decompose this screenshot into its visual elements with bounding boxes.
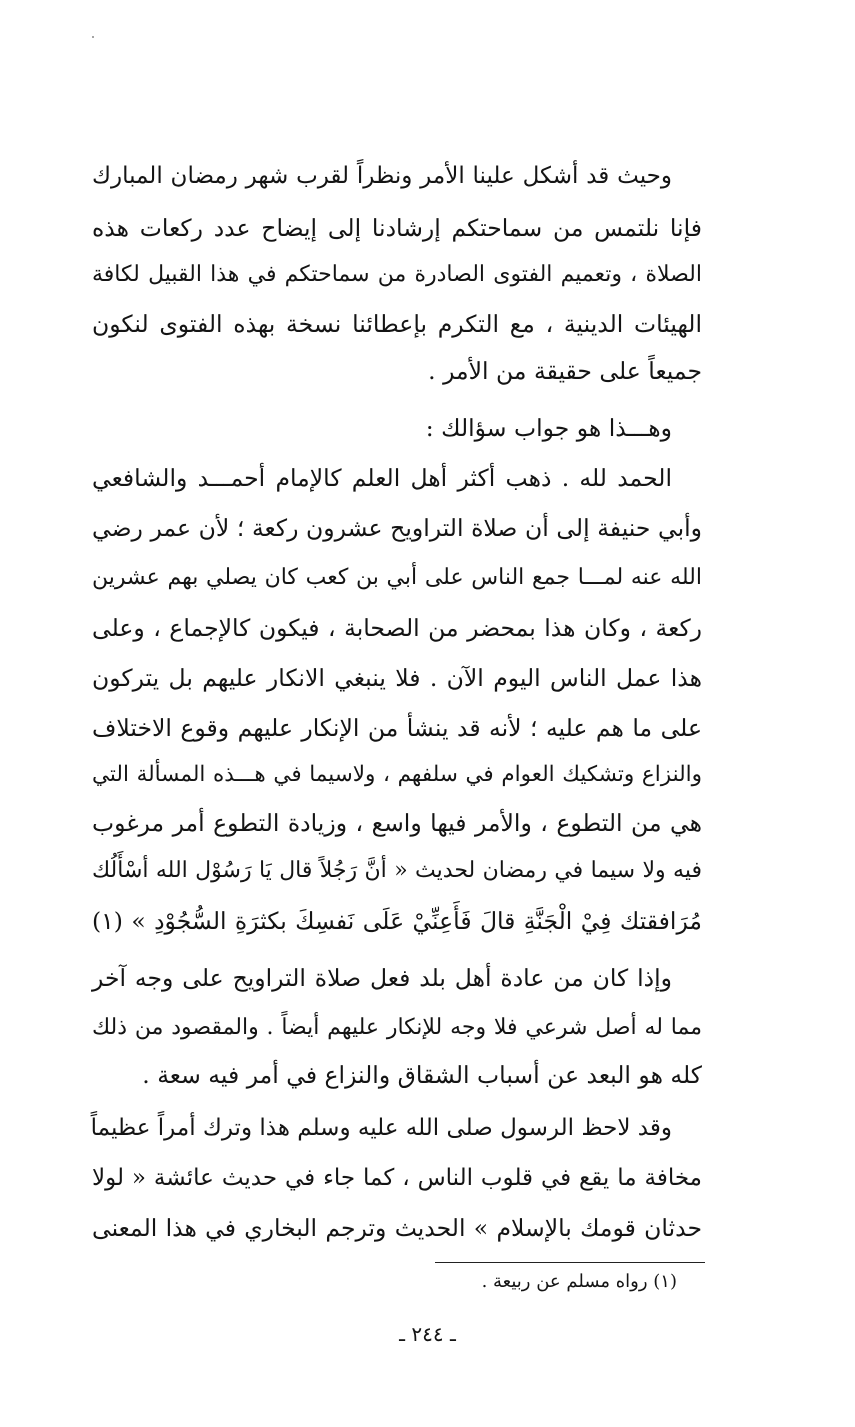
- paragraph-5-line-2: مخافة ما يقع في قلوب الناس ، كما جاء في حديث عائشة « لولا: [92, 1165, 702, 1191]
- paragraph-4-line-1: وإذا كان من عادة أهل بلد فعل صلاة التراويح على وجه آخر: [92, 964, 672, 992]
- paragraph-3-line-9: فيه ولا سيما في رمضان لحديث « أنَّ رَجُلاً قال يَا رَسُوْل الله أسْأَلُك: [92, 858, 702, 883]
- footnote: (١) رواه مسلم عن ربيعة .: [481, 1271, 677, 1292]
- paragraph-4-line-3: كله هو البعد عن أسباب الشقاق والنزاع في أمر فيه سعة .: [142, 1061, 702, 1089]
- paragraph-1-line-5: جميعاً على حقيقة من الأمر .: [428, 357, 702, 385]
- paragraph-3-line-6: على ما هم عليه ؛ لأنه قد ينشأ من الإنكار عليهم وقوع الاختلاف: [92, 714, 702, 742]
- footnote-separator: [435, 1262, 705, 1263]
- paragraph-1-line-4: الهيئات الدينية ، مع التكرم بإعطائنا نسخة بهذه الفتوى لنكون: [92, 310, 702, 338]
- page-number: ـ ٢٤٤ ـ: [399, 1322, 456, 1346]
- paragraph-1-line-1: وحيث قد أشكل علينا الأمر ونظراً لقرب شهر رمضان المبارك: [92, 163, 672, 189]
- paragraph-2-line-1: وهـــذا هو جواب سؤالك :: [425, 414, 672, 442]
- paragraph-5-line-3: حدثان قومك بالإسلام » الحديث وترجم البخاري في هذا المعنى: [92, 1214, 702, 1242]
- paragraph-3-line-3: الله عنه لمـــا جمع الناس على أبي بن كعب كان يصلي بهم عشرين: [92, 565, 702, 590]
- paragraph-3-line-10: مُرَافقتك فِيْ الْجَنَّةِ قالَ فَأَعِنِّيْ عَلَى نَفسِكَ بكثرَةِ السُّجُوْدِ » (١): [92, 907, 702, 935]
- paragraph-3-line-8: هي من التطوع ، والأمر فيها واسع ، وزيادة التطوع أمر مرغوب: [92, 809, 702, 837]
- paragraph-5-line-1: وقد لاحظ الرسول صلى الله عليه وسلم هذا وترك أمراً عظيماً: [90, 1115, 672, 1141]
- paragraph-3-line-1: الحمد لله . ذهب أكثر أهل العلم كالإمام أحمـــد والشافعي: [92, 464, 672, 492]
- paragraph-3-line-5: هذا عمل الناس اليوم الآن . فلا ينبغي الانكار عليهم بل يتركون: [92, 664, 702, 692]
- paragraph-3-line-4: ركعة ، وكان هذا بمحضر من الصحابة ، فيكون كالإجماع ، وعلى: [92, 614, 702, 642]
- paragraph-1-line-3: الصلاة ، وتعميم الفتوى الصادرة من سماحتكم في هذا القبيل لكافة: [92, 262, 702, 287]
- paragraph-1-line-2: فإنا نلتمس من سماحتكم إرشادنا إلى إيضاح عدد ركعات هذه: [92, 214, 702, 242]
- body-text: [92, 0, 702, 1260]
- paragraph-4-line-2: مما له أصل شرعي فلا وجه للإنكار عليهم أيضاً . والمقصود من ذلك: [92, 1015, 702, 1040]
- paragraph-3-line-2: وأبي حنيفة إلى أن صلاة التراويح عشرون ركعة ؛ لأن عمر رضي: [92, 514, 702, 542]
- paragraph-3-line-7: والنزاع وتشكيك العوام في سلفهم ، ولاسيما في هـــذه المسألة التي: [92, 762, 702, 787]
